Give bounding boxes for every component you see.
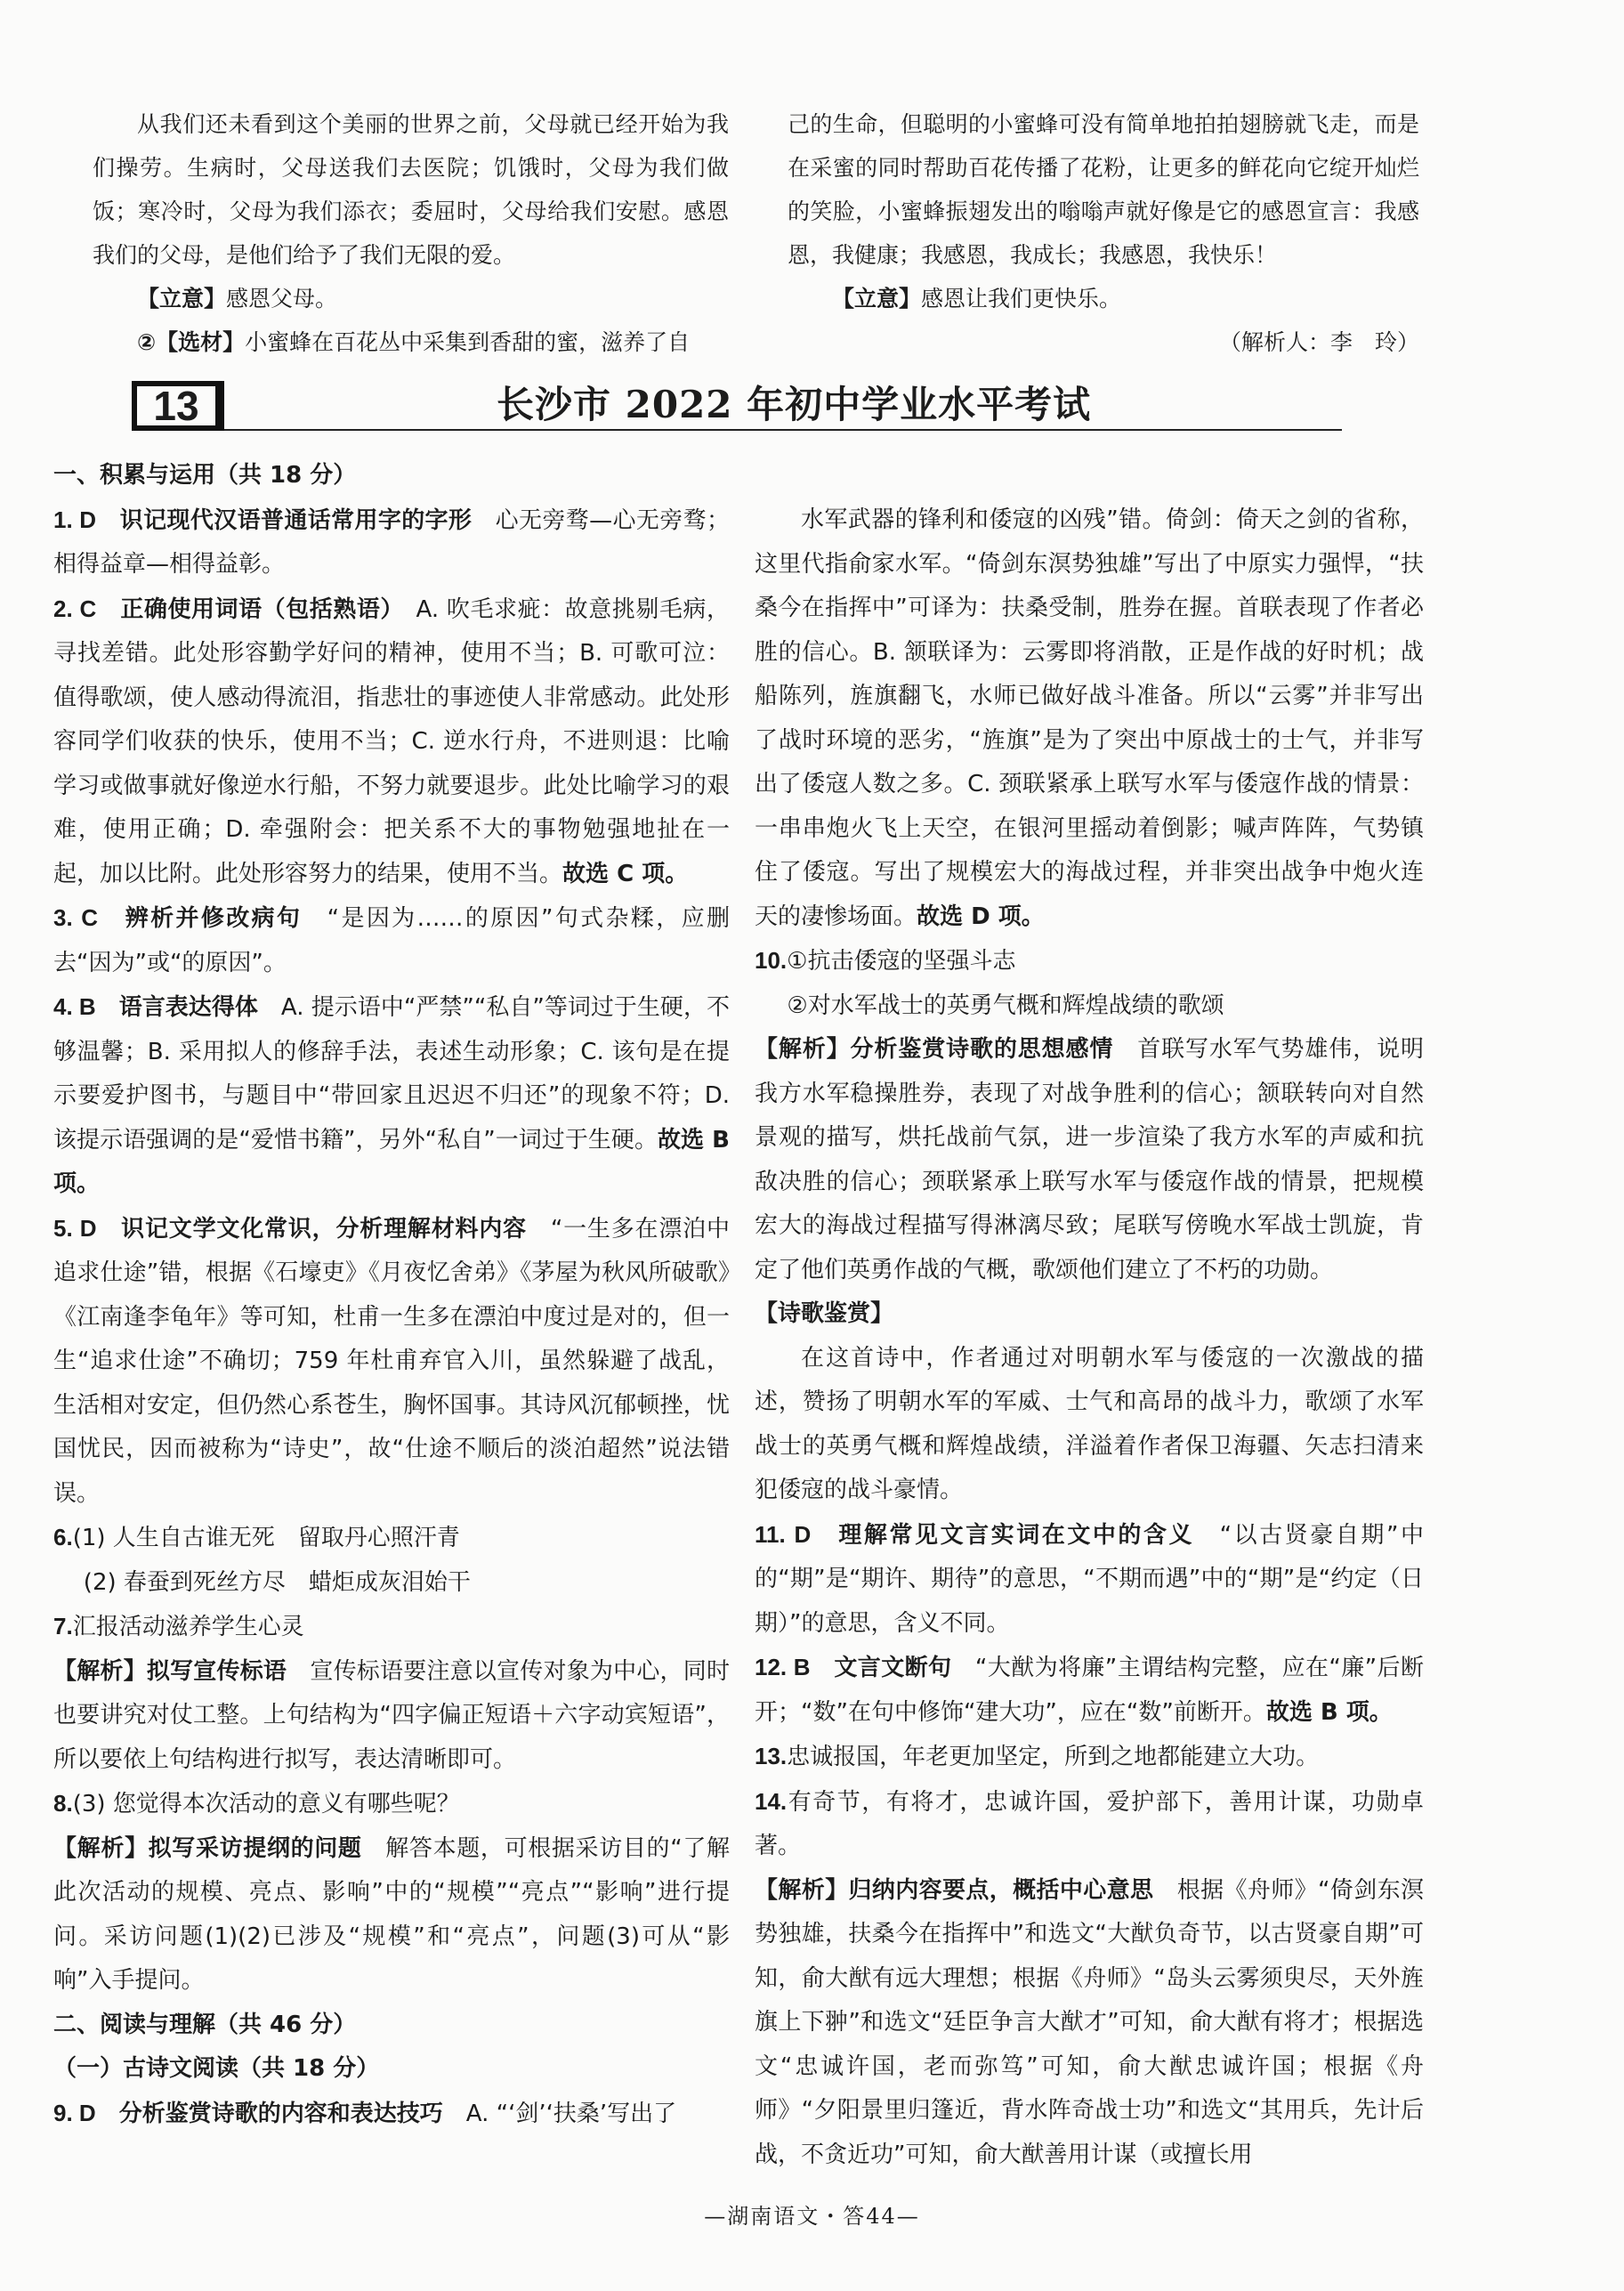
exam-title: 长沙市 2022 年初中学业水平考试 [497, 383, 1092, 426]
answer-q14: 14.有奇节，有将才，忠诚许国，爱护部下，善用计谋，功勋卓著。 [755, 1787, 1424, 1859]
answer-q4: 4. B 语言表达得体 A. 提示语中“严禁”“私自”等词过于生硬，不够温馨；B. 采用拟人的修辞手法，表述生动形象；C. 该句是在提示要爱护图书，与题目中“带回家且迟迟不归还”的现象不符；D. 该提示语强调的是“爱惜书籍”，另外“私自”一词过于生硬。故选 B 项。 [53, 993, 730, 1197]
answer-q5: 5. D 识记文学文化常识，分析理解材料内容 “一生多在漂泊中追求仕途”错，根据《石壕吏》《月夜忆舍弟》《茅屋为秋风所破歌》《江南逢李龟年》等可知，杜甫一生多在漂泊中度过是对的，但一生“追求仕途”不确切；759 年杜甫弃官入川，虽然躲避了战乱，生活相对安定，但仍然心系苍生，胸怀国事。其诗风沉郁顿挫，忧国忧民，因而被称为“诗史”，故“仕途不顺后的淡泊超然”说法错误。 [53, 1214, 730, 1507]
essay-intent [93, 277, 729, 320]
essay-paragraph-cont: 己的生命，但聪明的小蜜蜂可没有简单地拍拍翅膀就飞走，而是在采蜜的同时帮助百花传播了花粉，让更多的鲜花向它绽开灿烂的笑脸，小蜜蜂振翅发出的嗡嗡声就好像是它的感恩宣言：我感恩，我健康；我感恩，我成长；我感恩，我快乐！ [788, 111, 1419, 268]
header-rule [224, 429, 1342, 431]
intent-label-2: 【立意】 [832, 286, 922, 312]
answer-q9: 9. D 分析鉴赏诗歌的内容和表达技巧 A. “‘剑’‘扶桑’写出了 [53, 2099, 677, 2127]
top-right-column [788, 102, 1419, 364]
poem-appreciation-label: 【诗歌鉴赏】 [755, 1300, 894, 1327]
material-text: 小蜜蜂在百花丛中采集到香甜的蜜，滋养了自 [245, 329, 691, 355]
answer-q9-cont: 水军武器的锋利和倭寇的凶残”错。倚剑：倚天之剑的省称，这里代指俞家水军。“倚剑东溟势独雄”写出了中原实力强悍，“扶桑今在指挥中”可译为：扶桑受制，胜券在握。首联表现了作者必胜的信心。B. 颔联译为：云雾即将消散，正是作战的好时机；战船陈列，旌旗翻飞，水师已做好战斗准备。所以“云雾”并非写出了战时环境的恶劣，“旌旗”是为了突出中原战士的士气，并非写出了倭寇人数之多。C. 颈联紧承上联写水军与倭寇作战的情景：一串串炮火飞上天空，在银河里摇动着倒影；喊声阵阵，气势镇住了倭寇。写出了规模宏大的海战过程，并非突出战争中炮火连天的凄惨场面。故选 D 项。 [755, 506, 1424, 930]
essay-material [93, 320, 729, 364]
exam-header [132, 377, 1342, 436]
intent-label: 【立意】 [137, 286, 227, 312]
subsection-heading: （一）古诗文阅读（共 18 分） [53, 2055, 380, 2082]
page-footer: —湖南语文・答44— [704, 2204, 920, 2229]
top-left-column [93, 102, 729, 364]
answer-q2: 2. C 正确使用词语（包括熟语） A. 吹毛求疵：故意挑剔毛病，寻找差错。此处形容勤学好问的精神，使用不当；B. 可歌可泣：值得歌颂，使人感动得流泪，指悲壮的事迹使人非常感动。此处形容同学们收获的快乐，使用不当；C. 逆水行舟，不进则退：比喻学习或做事就好像逆水行船，不努力就要退步。此处比喻学习的艰难，使用正确；D. 牵强附会：把关系不大的事物勉强地扯在一起，加以比附。此处形容努力的结果，使用不当。故选 C 项。 [53, 595, 730, 887]
analysis-q10: 【解析】分析鉴赏诗歌的思想感情 首联写水军气势雄伟，说明我方水军稳操胜券，表现了对战争胜利的信心；颔联转向对自然景观的描写，烘托战前气氛，进一步渲染了我方水军的声威和抗敌决胜的信心；颈联紧承上联写水军与倭寇作战的情景，把规模宏大的海战过程描写得淋漓尽致；尾联写傍晚水军战士凯旋，肯定了他们英勇作战的气概，歌颂他们建立了不朽的功勋。 [755, 1036, 1424, 1283]
answer-q1: 1. D 识记现代汉语普通话常用字的字形 心无旁骛—心无旁骛；相得益章—相得益彰。 [53, 506, 730, 578]
section-heading-2: 二、阅读与理解（共 46 分） [53, 2011, 357, 2038]
answer-q6b: (2) 春蚕到死丝方尽 蜡炬成灰泪始干 [83, 1568, 471, 1596]
section-heading-1: 一、积累与运用（共 18 分） [53, 462, 357, 489]
essay-intent-2 [788, 277, 1419, 320]
answer-q7: 7.汇报活动滋养学生心灵 [53, 1613, 304, 1640]
analyst-credit: （解析人：李 玲） [1218, 329, 1419, 355]
exam-number-box: 13 [132, 381, 224, 431]
answer-q8: 8.(3) 您觉得本次活动的意义有哪些呢？ [53, 1790, 460, 1817]
analysis-q8: 【解析】拟写采访提纲的问题 解答本题，可根据采访目的“了解此次活动的规模、亮点、影响”中的“规模”“亮点”“影响”进行提问。采访问题(1)(2)已涉及“规模”和“亮点”，问题(3)可从“影响”入手提问。 [53, 1834, 730, 1994]
material-label: ②【选材】 [137, 329, 246, 355]
answer-q6a: 6.(1) 人生自古谁无死 留取丹心照汗青 [53, 1524, 460, 1551]
answer-q12: 12. B 文言文断句 “大猷为将廉”主谓结构完整，应在“廉”后断开；“数”在句中修饰“建大功”，应在“数”前断开。故选 B 项。 [755, 1654, 1424, 1726]
answer-q3: 3. C 辨析并修改病句 “是因为……的原因”句式杂糅，应删去“因为”或“的原因”。 [53, 904, 730, 976]
right-column [755, 498, 1424, 2177]
poem-appreciation-text: 在这首诗中，作者通过对明朝水军与倭寇的一次激战的描述，赞扬了明朝水军的军威、士气和高昂的战斗力，歌颂了水军战士的英勇气概和辉煌战绩，洋溢着作者保卫海疆、矢志扫清来犯倭寇的战斗豪情。 [755, 1344, 1424, 1503]
analysis-q7: 【解析】拟写宣传标语 宣传标语要注意以宣传对象为中心，同时也要讲究对仗工整。上句结构为“四字偏正短语＋六字动宾短语”，所以要依上句结构进行拟写，表达清晰即可。 [53, 1657, 730, 1773]
answer-q13: 13.忠诚报国，年老更加坚定，所到之地都能建立大功。 [755, 1743, 1320, 1770]
answer-q10b: ②对水军战士的英勇气概和辉煌战绩的歌颂 [787, 992, 1224, 1019]
intent-text: 感恩父母。 [226, 286, 338, 312]
left-column [53, 454, 730, 2136]
analysis-q14: 【解析】归纳内容要点，概括中心意思 根据《舟师》“倚剑东溟势独雄，扶桑今在指挥中”和选文“大猷负奇节，以古贤豪自期”可知，俞大猷有远大理想；根据《舟师》“岛头云雾须臾尽，天外旌旗上下翀”和选文“廷臣争言大猷才”可知，俞大猷有将才；根据选文“忠诚许国，老而弥笃”可知，俞大猷忠诚许国；根据《舟师》“夕阳景里归篷近，背水阵奇战士功”和选文“其用兵，先计后战，不贪近功”可知，俞大猷善用计谋（或擅长用 [755, 1876, 1424, 2168]
intent-text-2: 感恩让我们更快乐。 [921, 286, 1122, 312]
answer-q11: 11. D 理解常见文言实词在文中的含义 “以古贤豪自期”中的“期”是“期许、期待”的意思，“不期而遇”中的“期”是“约定（日期）”的意思，含义不同。 [755, 1520, 1424, 1637]
answer-q10a: 10.①抗击倭寇的坚强斗志 [755, 947, 1016, 975]
essay-paragraph: 从我们还未看到这个美丽的世界之前，父母就已经开始为我们操劳。生病时，父母送我们去医院；饥饿时，父母为我们做饭；寒冷时，父母为我们添衣；委屈时，父母给我们安慰。感恩我们的父母，是他们给予了我们无限的爱。 [93, 111, 729, 268]
